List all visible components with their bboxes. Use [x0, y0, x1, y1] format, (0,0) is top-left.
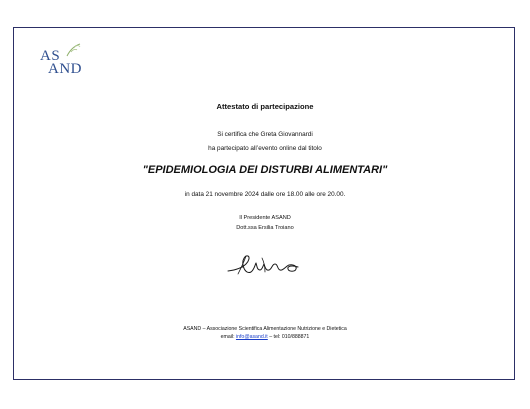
- event-date-line: in data 21 novembre 2024 dalle ore 18.00 alle ore 20.00.: [184, 191, 346, 198]
- participation-line: ha partecipato all’evento online dal titolo: [208, 145, 322, 152]
- president-name: Dott.ssa Ersilia Troiano: [236, 225, 294, 231]
- footer-association: ASAND – Associazione Scientifica Alimentazione Nutrizione e Dietetica: [183, 326, 347, 332]
- email-link[interactable]: info@asand.it: [235, 334, 268, 340]
- phone-text: – tel: 010/888871: [267, 334, 310, 340]
- certificate-title: Attestato di partecipazione: [216, 102, 314, 111]
- logo-text-top: AS: [40, 48, 61, 64]
- certify-line: Si certifica che Greta Giovannardi: [217, 131, 313, 138]
- email-prefix: email:: [220, 334, 236, 340]
- event-title: "EPIDEMIOLOGIA DEI DISTURBI ALIMENTARI": [142, 164, 388, 176]
- asand-logo: [39, 42, 85, 82]
- leaf-icon: [64, 42, 82, 58]
- logo-text-bottom: AND: [48, 61, 82, 77]
- footer-contacts: [0, 334, 530, 340]
- president-role: Il Presidente ASAND: [239, 215, 291, 221]
- president-signature: [226, 252, 304, 278]
